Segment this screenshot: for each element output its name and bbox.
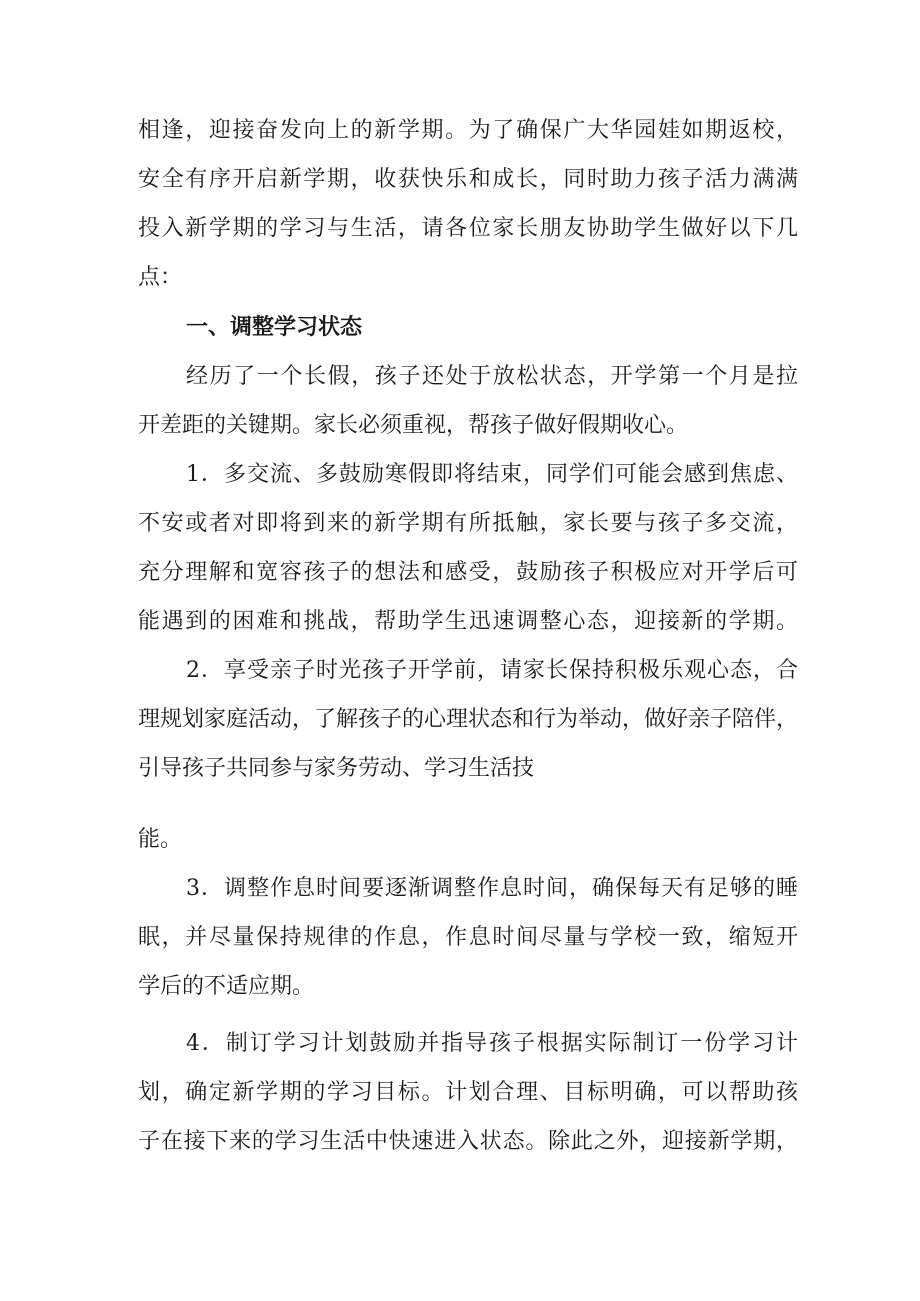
intro-line-4: 点： bbox=[138, 265, 183, 290]
item4-line: 4．制订学习计划鼓励并指导孩子根据实际制订一份学习计 bbox=[186, 1031, 798, 1056]
item2-line: 理规划家庭活动，了解孩子的心理状态和行为举动，做好亲子陪伴， bbox=[138, 707, 799, 732]
item4-line: 子在接下来的学习生活中快速进入状态。除此之外，迎接新学期， bbox=[138, 1129, 798, 1154]
section-heading: 一、调整学习状态 bbox=[186, 315, 363, 340]
item2-line: 能。 bbox=[138, 827, 183, 852]
paragraph-line: 开差距的关键期。家长必须重视，帮孩子做好假期收心。 bbox=[138, 413, 689, 438]
intro-line-1: 相逢，迎接奋发向上的新学期。为了确保广大华园娃如期返校， bbox=[138, 118, 798, 143]
item3-line: 眠，并尽量保持规律的作息，作息时间尽量与学校一致，缩短开 bbox=[138, 925, 798, 950]
item4-line: 划，确定新学期的学习目标。计划合理、目标明确，可以帮助孩 bbox=[138, 1080, 798, 1105]
item3-line: 3．调整作息时间要逐渐调整作息时间，确保每天有足够的睡 bbox=[186, 876, 798, 901]
item1-line: 充分理解和宽容孩子的想法和感受，鼓励孩子积极应对开学后可 bbox=[138, 560, 798, 585]
item1-line: 能遇到的困难和挑战，帮助学生迅速调整心态，迎接新的学期。 bbox=[138, 609, 798, 634]
item1-line: 1．多交流、多鼓励寒假即将结束，同学们可能会感到焦虑、 bbox=[186, 462, 798, 487]
item1-line: 不安或者对即将到来的新学期有所抵触，家长要与孩子多交流， bbox=[138, 511, 798, 536]
intro-line-2: 安全有序开启新学期，收获快乐和成长，同时助力孩子活力满满 bbox=[138, 167, 798, 192]
intro-line-3: 投入新学期的学习与生活，请各位家长朋友协助学生做好以下几 bbox=[138, 216, 798, 241]
item3-line: 学后的不适应期。 bbox=[138, 974, 315, 999]
item2-line: 引导孩子共同参与家务劳动、学习生活技 bbox=[138, 756, 535, 781]
item2-line: 2．享受亲子时光孩子开学前，请家长保持积极乐观心态，合 bbox=[186, 658, 798, 683]
paragraph-line: 经历了一个长假，孩子还处于放松状态，开学第一个月是拉 bbox=[186, 364, 798, 389]
